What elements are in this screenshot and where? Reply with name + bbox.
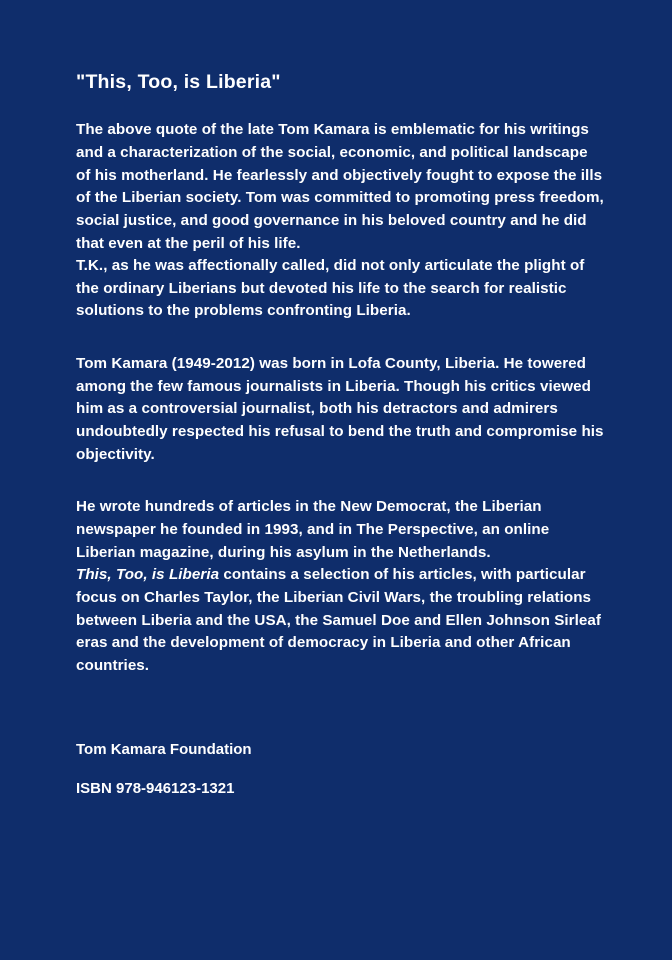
contents-paragraph: [76, 564, 604, 677]
book-title: "This, Too, is Liberia": [76, 71, 281, 93]
spacer-4: [76, 762, 604, 778]
spacer-2: [76, 466, 604, 496]
spacer-3: [76, 677, 604, 739]
publisher-name: Tom Kamara Foundation: [76, 741, 252, 759]
works-paragraph: He wrote hundreds of articles in the New Democrat, the Liberian newspaper he founded in 1993, and in The Perspective, an online Liberian magazine, during his asylum in the Netherlands.: [76, 498, 550, 561]
spacer-1: [76, 323, 604, 353]
contents-paragraph-rest: contains a selection of his articles, with particular focus on Charles Taylor, the Liberian Civil Wars, the troubling relations between Liberia and the USA, the Samuel Doe and Ellen Johnson Sirleaf eras and the development of democracy in Liberia and other African countries.: [76, 566, 601, 674]
blurb-paragraph-2: T.K., as he was affectionally called, did not only articulate the plight of the ordinary Liberians but devoted his life to the search for realistic solutions to the problems confronting Liberia.: [76, 257, 585, 320]
biography-paragraph: Tom Kamara (1949-2012) was born in Lofa County, Liberia. He towered among the few famous journalists in Liberia. Though his critics viewed him as a controversial journalist, both his detractors and admirers undoubtedly respected his refusal to bend the truth and compromise his objectivity.: [76, 355, 604, 463]
contents-book-title-italic: This, Too, is Liberia: [76, 566, 220, 584]
isbn-number: ISBN 978-946123-1321: [76, 779, 235, 797]
back-cover-content: [76, 70, 604, 800]
blurb-paragraph-1: The above quote of the late Tom Kamara is emblematic for his writings and a characterization of the social, economic, and political landscape of his motherland. He fearlessly and objectively fought to expose the ills of the Liberian society. Tom was committed to promoting press freedom, social justice, and good governance in his beloved country and he did that even at the peril of his life.: [76, 121, 604, 252]
